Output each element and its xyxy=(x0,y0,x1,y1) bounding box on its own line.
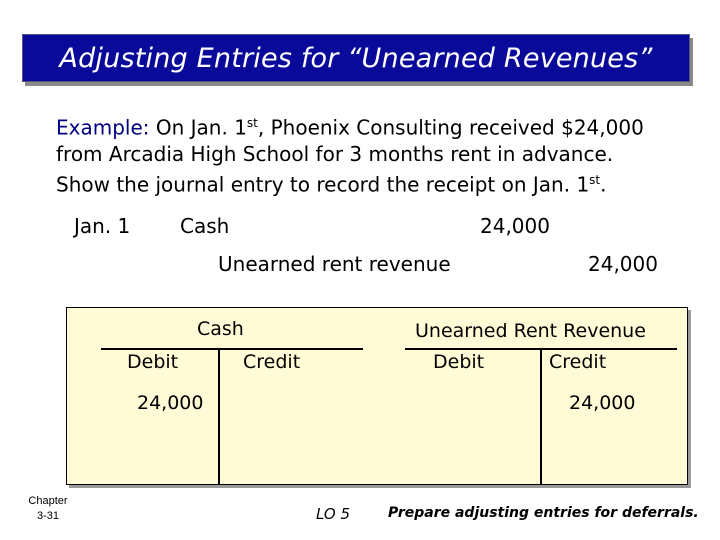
footer-objective-text: Prepare adjusting entries for deferrals. xyxy=(388,505,699,521)
example-line-1 xyxy=(56,110,696,141)
example-text-1a: On Jan. 1 xyxy=(149,115,247,140)
footer-chapter-label: Chapter xyxy=(28,495,68,507)
t-account-cash-debit-entry: 24,000 xyxy=(137,392,204,414)
t-account-cash-name: Cash xyxy=(197,318,244,340)
example-text-3a: Show the journal entry to record the receipt on Jan. 1 xyxy=(56,172,590,197)
t-account-cash-debit-label: Debit xyxy=(127,351,179,373)
t-account-urr-credit-entry: 24,000 xyxy=(569,392,636,414)
journal-debit-account: Cash xyxy=(180,214,230,238)
journal-credit-account: Unearned rent revenue xyxy=(218,252,451,276)
example-sup-1: st xyxy=(246,116,258,130)
slide-title: Adjusting Entries for “Unearned Revenues” xyxy=(59,42,653,74)
example-line-3 xyxy=(56,167,696,198)
t-accounts-panel xyxy=(66,307,688,485)
example-paragraph xyxy=(56,110,696,197)
t-account-urr-vline xyxy=(540,348,542,484)
example-text-3b: . xyxy=(600,172,607,197)
example-sup-3: st xyxy=(589,172,601,187)
title-banner xyxy=(22,34,690,82)
example-text-1b: , Phoenix Consulting received $24,000 xyxy=(257,115,644,140)
footer-page-number: 3-31 xyxy=(36,510,60,522)
example-label: Example: xyxy=(56,115,150,140)
journal-credit-amount: 24,000 xyxy=(588,252,658,276)
t-account-urr-name: Unearned Rent Revenue xyxy=(415,320,646,342)
t-account-cash-credit-label: Credit xyxy=(243,351,301,373)
journal-date: Jan. 1 xyxy=(74,214,131,238)
t-account-urr-credit-label: Credit xyxy=(549,351,607,373)
example-line-2: from Arcadia High School for 3 months rent in advance. xyxy=(56,141,614,166)
t-account-urr-debit-label: Debit xyxy=(433,351,485,373)
t-account-cash-hline xyxy=(101,348,363,350)
footer-chapter xyxy=(18,494,78,524)
journal-debit-amount: 24,000 xyxy=(480,214,550,238)
footer-learning-objective: LO 5 xyxy=(316,505,351,523)
t-account-cash-vline xyxy=(218,348,220,484)
